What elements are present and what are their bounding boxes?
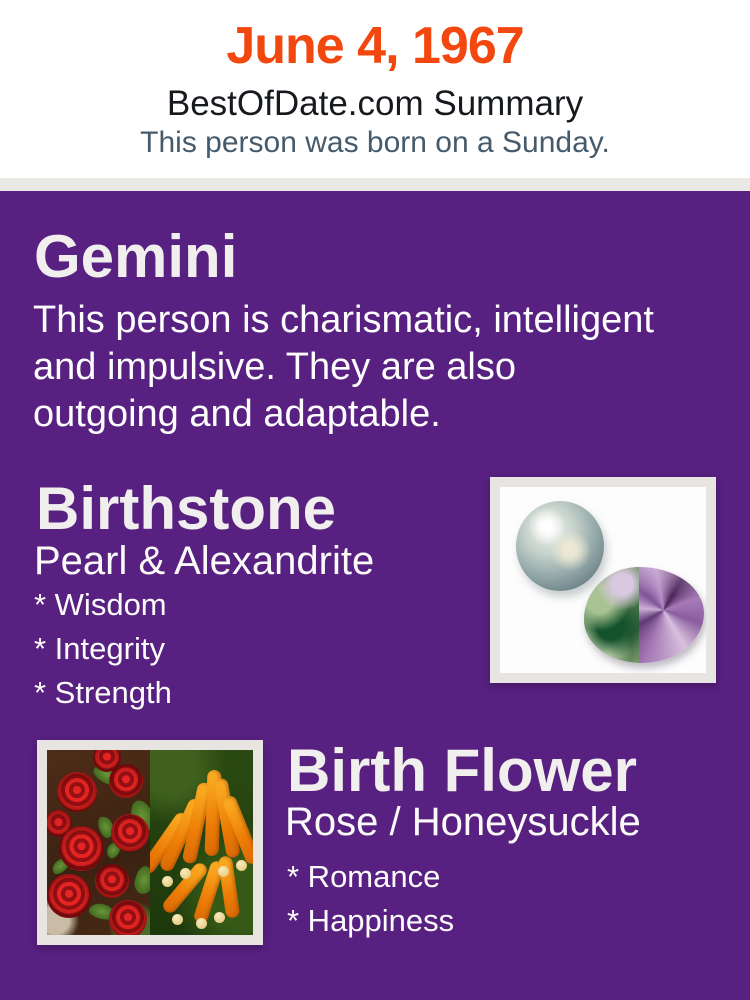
rose-bloom — [111, 814, 149, 852]
honeysuckle-bud — [214, 912, 225, 923]
honeysuckle-bud — [218, 866, 229, 877]
birthstone-image — [500, 487, 706, 673]
birth-flower-image — [47, 750, 253, 935]
honeysuckle-bud — [180, 868, 191, 879]
honeysuckle-bud — [236, 860, 247, 871]
rose-bloom — [59, 826, 104, 871]
birthstone-trait-list — [34, 585, 172, 717]
alexandrite-faceted-gem — [639, 567, 704, 663]
rose-bloom — [109, 900, 147, 935]
birthstone-trait: * Wisdom — [34, 587, 167, 622]
zodiac-description: This person is charismatic, intelligent and impulsive. They are also outgoing and adaptable. — [33, 299, 654, 435]
page-header — [0, 0, 750, 178]
alexandrite-image — [584, 567, 704, 663]
rose-bloom — [95, 864, 129, 898]
rose-bloom — [109, 764, 143, 798]
alexandrite-raw-crystal — [584, 567, 639, 663]
zodiac-sign-heading: Gemini — [34, 223, 238, 290]
birthstone-trait: * Integrity — [34, 631, 165, 666]
roses-image — [47, 750, 150, 935]
birth-flower-trait: * Romance — [287, 859, 441, 894]
birth-flower-names: Rose / Honeysuckle — [285, 800, 641, 844]
honeysuckle-image — [150, 750, 253, 935]
birthstone-trait: * Strength — [34, 675, 172, 710]
header-divider — [0, 178, 750, 191]
born-day-note: This person was born on a Sunday. — [140, 126, 610, 159]
leaf-shape — [133, 865, 150, 895]
rose-bloom — [47, 874, 91, 918]
date-title: June 4, 1967 — [226, 17, 524, 75]
honeysuckle-bud — [172, 914, 183, 925]
honeysuckle-bud — [196, 918, 207, 929]
birth-flower-trait: * Happiness — [287, 903, 455, 938]
birthstone-image-card — [490, 477, 716, 683]
birth-flower-trait-list — [287, 857, 454, 945]
birth-flower-image-card — [37, 740, 263, 945]
birthstone-heading: Birthstone — [36, 475, 336, 542]
rose-bloom — [57, 772, 97, 812]
site-summary-title: BestOfDate.com Summary — [166, 84, 584, 123]
birth-flower-heading: Birth Flower — [287, 737, 638, 804]
pearl-image — [516, 501, 604, 591]
honeysuckle-bud — [162, 876, 173, 887]
birthstone-names: Pearl & Alexandrite — [34, 539, 375, 583]
